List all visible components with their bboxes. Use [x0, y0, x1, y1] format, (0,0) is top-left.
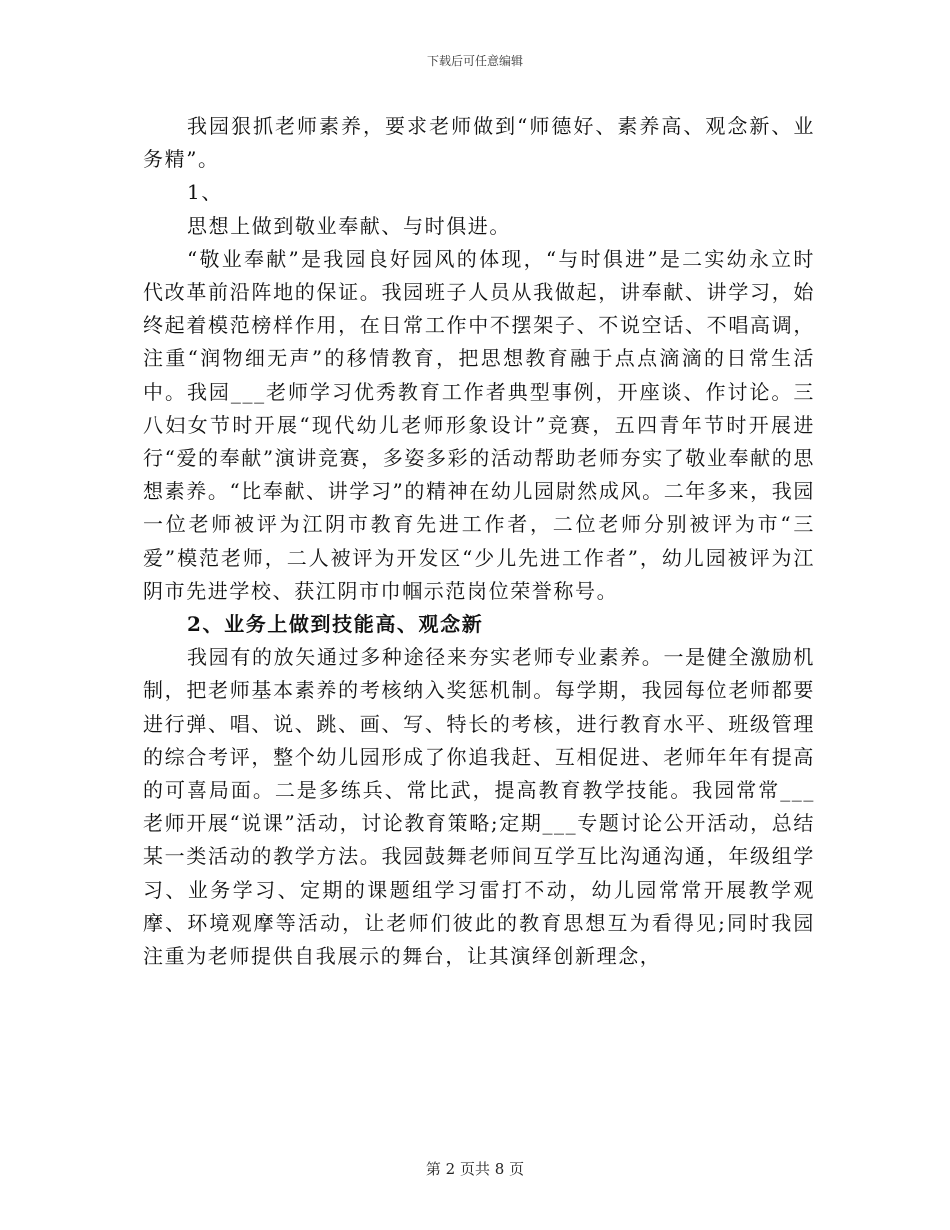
document-body: [143, 110, 815, 973]
page-footer: 第 2 页共 8 页: [425, 1160, 525, 1178]
section-1-number: 1、: [187, 180, 223, 205]
section-2-body: 我园有的放矢通过多种途径来夯实老师专业素养。一是健全激励机制，把老师基本素养的考核纳入奖惩机制。每学期，我园每位老师都要进行弹、唱、说、跳、画、写、特长的考核，进行教育水平、班级管理的综合考评，整个幼儿园形成了你追我赶、互相促进、老师年年有提高的可喜局面。二是多练兵、常比武，提高教育教学技能。我园常常___老师开展“说课”活动，讨论教育策略;定期___专题讨论公开活动，总结某一类活动的教学方法。我园鼓舞老师间互学互比沟通沟通，年级组学习、业务学习、定期的课题组学习雷打不动，幼儿园常常开展教学观摩、环境观摩等活动，让老师们彼此的教育思想互为看得见;同时我园注重为老师提供自我展示的舞台，让其演绎创新理念，: [143, 645, 815, 969]
intro-paragraph: 我园狠抓老师素养，要求老师做到“师德好、素养高、观念新、业务精”。: [143, 114, 815, 172]
section-1-body: “敬业奉献”是我园良好园风的体现，“与时俱进”是二实幼永立时代改革前沿阵地的保证。我园班子人员从我做起，讲奉献、讲学习，始终起着模范榜样作用，在日常工作中不摆架子、不说空话、不唱高调，注重“润物细无声”的移情教育，把思想教育融于点点滴滴的日常生活中。我园___老师学习优秀教育工作者典型事例，开座谈、作讨论。三八妇女节时开展“现代幼儿老师形象设计”竞赛，五四青年节时开展进行“爱的奉献”演讲竞赛，多姿多彩的活动帮助老师夯实了敬业奉献的思想素养。“比奉献、讲学习”的精神在幼儿园尉然成风。二年多来，我园一位老师被评为江阴市教育先进工作者，二位老师分别被评为市“三爱”模范老师，二人被评为开发区“少儿先进工作者”，幼儿园被评为江阴市先进学校、获江阴市巾帼示范岗位荣誉称号。: [143, 246, 815, 603]
section-2-heading: 2、业务上做到技能高、观念新: [187, 612, 484, 637]
section-1-heading: 思想上做到敬业奉献、与时俱进。: [187, 213, 511, 238]
page-header: 下载后可任意编辑: [426, 54, 523, 68]
